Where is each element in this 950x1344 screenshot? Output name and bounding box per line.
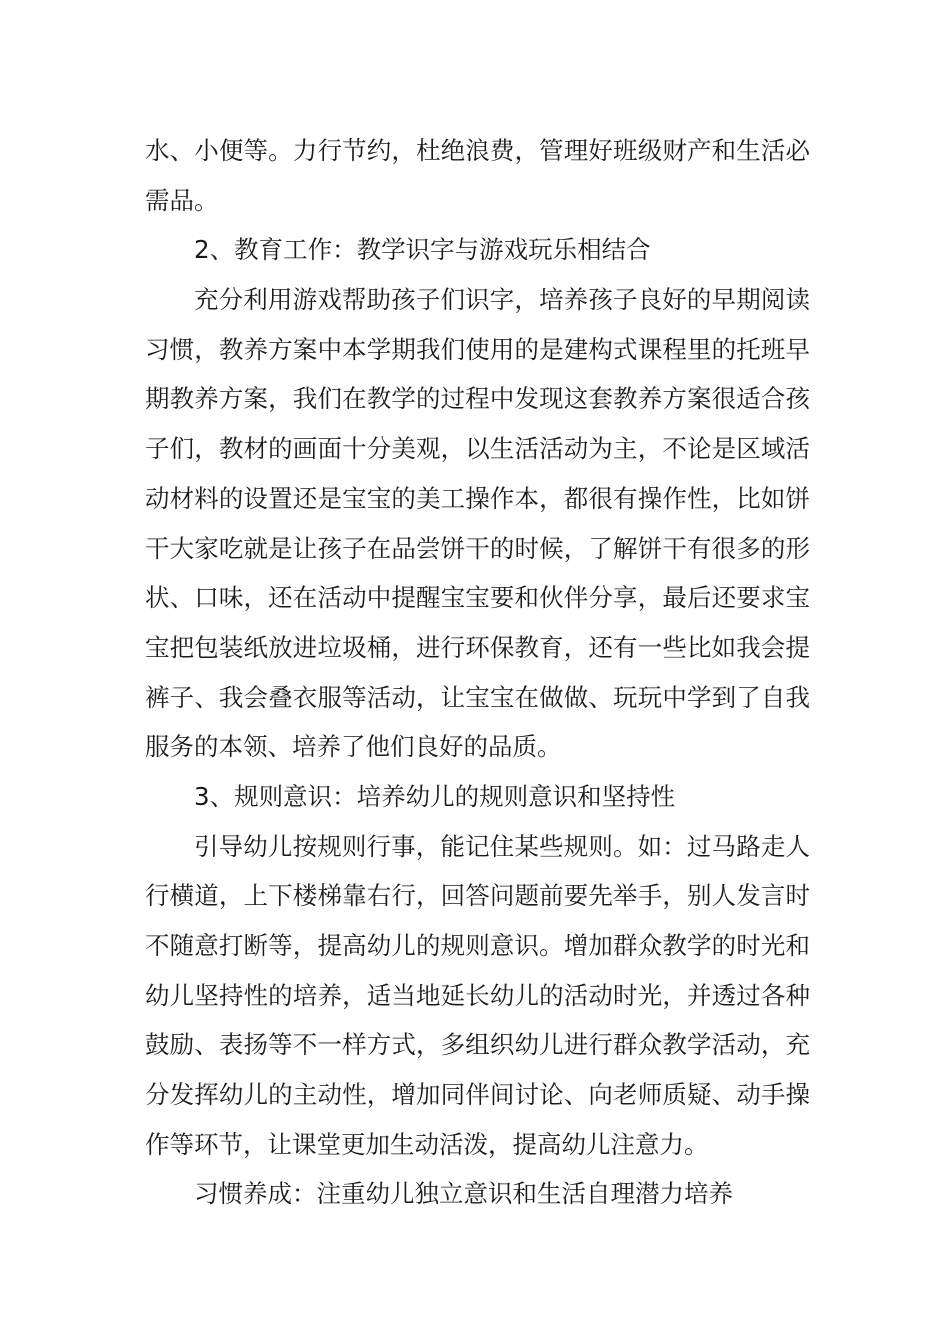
text-line: 需品。	[145, 185, 219, 215]
section-heading: 3、规则意识：培养幼儿的规则意识和坚持性	[194, 781, 676, 811]
text-line: 干大家吃就是让孩子在品尝饼干的时候，了解饼干有很多的形	[145, 533, 810, 563]
text-line: 幼儿坚持性的培养，适当地延长幼儿的活动时光，并透过各种	[145, 980, 810, 1010]
text-line: 宝把包装纸放进垃圾桶，进行环保教育，还有一些比如我会提	[145, 632, 810, 662]
text-line: 作等环节，让课堂更加生动活泼，提高幼儿注意力。	[145, 1129, 709, 1159]
text-line: 裤子、我会叠衣服等活动，让宝宝在做做、玩玩中学到了自我	[145, 682, 810, 712]
text-line: 习惯，教养方案中本学期我们使用的是建构式课程里的托班早	[145, 334, 810, 364]
text-line: 鼓励、表扬等不一样方式，多组织幼儿进行群众教学活动，充	[145, 1030, 810, 1060]
text-line: 子们，教材的画面十分美观，以生活活动为主，不论是区域活	[145, 434, 810, 464]
text-line: 水、小便等。力行节约，杜绝浪费，管理好班级财产和生活必	[145, 136, 810, 165]
text-line: 行横道，上下楼梯靠右行，回答问题前要先举手，别人发言时	[145, 881, 810, 911]
text-line: 服务的本领、培养了他们良好的品质。	[145, 732, 562, 762]
text-line: 期教养方案，我们在教学的过程中发现这套教养方案很适合孩	[145, 384, 810, 414]
text-line: 动材料的设置还是宝宝的美工操作本，都很有操作性，比如饼	[145, 483, 810, 513]
section-heading: 习惯养成：注重幼儿独立意识和生活自理潜力培养	[194, 1179, 733, 1209]
text-line: 不随意打断等，提高幼儿的规则意识。增加群众教学的时光和	[145, 931, 810, 960]
document-body	[145, 126, 810, 1219]
text-line: 充分利用游戏帮助孩子们识字，培养孩子良好的早期阅读	[194, 285, 810, 315]
text-line: 引导幼儿按规则行事，能记住某些规则。如：过马路走人	[194, 831, 810, 861]
section-heading: 2、教育工作：教学识字与游戏玩乐相结合	[194, 235, 651, 265]
text-line: 状、口味，还在活动中提醒宝宝要和伙伴分享，最后还要求宝	[145, 583, 810, 613]
text-line: 分发挥幼儿的主动性，增加同伴间讨论、向老师质疑、动手操	[145, 1080, 810, 1110]
